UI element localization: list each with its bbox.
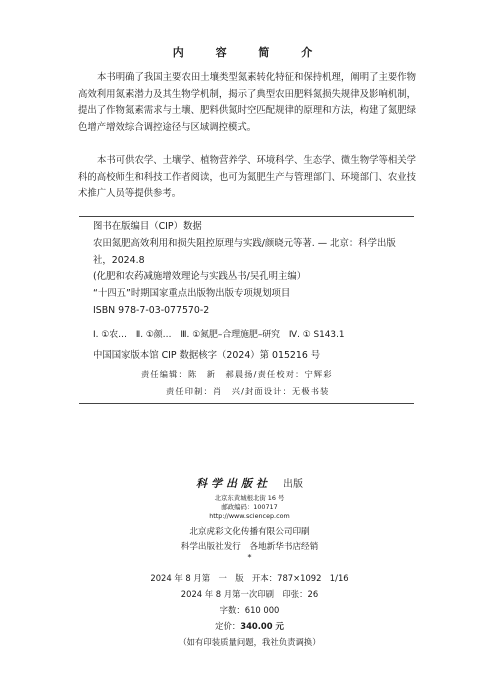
summary-paragraph-2: 本书可供农学、土壤学、植物营养学、环境科学、生态学、微生物学等相关学科的高校师生和科技工作者阅读，也可为氮肥生产与管理部门、环境部门、农业技术推广人员等提供参考。 [78,155,416,199]
publisher-website: http://www.sciencep.com [209,512,290,520]
cip-book-record: 农田氮肥高效利用和损失阻控原理与实践/颜晓元等著. — 北京：科学出版社，2024.8 [93,238,396,266]
printer-line: 北京虎彩文化传播有限公司印刷 [189,527,310,537]
cip-program: “十四五”时期国家重点出版物出版专项规划项目 [93,288,291,299]
cip-series: (化肥和农药减施增效理论与实践丛书/吴孔明主编） [93,271,307,282]
price-label: 定价： [215,621,241,631]
price-value: 340.00 元 [240,621,284,631]
separator-star: * [247,553,252,562]
publisher-postcode: 邮政编码：100717 [221,503,278,511]
cip-heading: 图书在版编目（CIP）数据 [93,221,202,232]
edition-line: 2024 年 8 月第 一 版 开本：787×1092 1/16 [150,573,349,583]
summary-paragraph-1: 本书明确了我国主要农田土壤类型氮素转化特征和保持机理，阐明了主要作物高效利用氮素潜力及其生物学机制，揭示了典型农田肥料氮损失规律及影响机制，提出了作物氮素需求与土壤、肥料供氮时空匹配规律的原理和方法，构建了氮肥绿色增产增效综合调控途径与区域调控模式。 [78,72,416,133]
print-line: 2024 年 8 月第一次印刷 印张：26 [180,589,319,599]
responsibility-line-2: 责任印制：肖 兴/封面设计：无极书装 [166,386,330,396]
word-count: 字数：610 000 [219,605,280,615]
responsibility-line-1: 责任编辑：陈 新 郝晨扬/责任校对：宁辉彩 [141,369,333,379]
cip-classification: Ⅰ. ①农… Ⅱ. ①颜… Ⅲ. ①氮肥–合理施肥–研究 Ⅳ. ① S143.1 [93,330,345,340]
publisher-logo: 科学出版社 [196,477,271,490]
publisher-line [0,475,499,491]
quality-note: （如有印装质量问题，我社负责调换） [178,637,321,647]
cip-isbn: ISBN 978-7-03-077570-2 [93,305,210,316]
summary-title: 内 容 简 介 [172,46,327,59]
distribution-line: 科学出版社发行 各地新华书店经销 [180,542,319,552]
divider-top [79,216,414,217]
divider-middle [79,403,414,404]
publisher-suffix: 出版 [283,479,303,490]
publisher-address: 北京东黄城根北街 16 号 [214,494,285,502]
price-line [0,620,499,632]
cip-library-number: 中国国家版本馆 CIP 数据核字（2024）第 015216 号 [93,350,321,361]
